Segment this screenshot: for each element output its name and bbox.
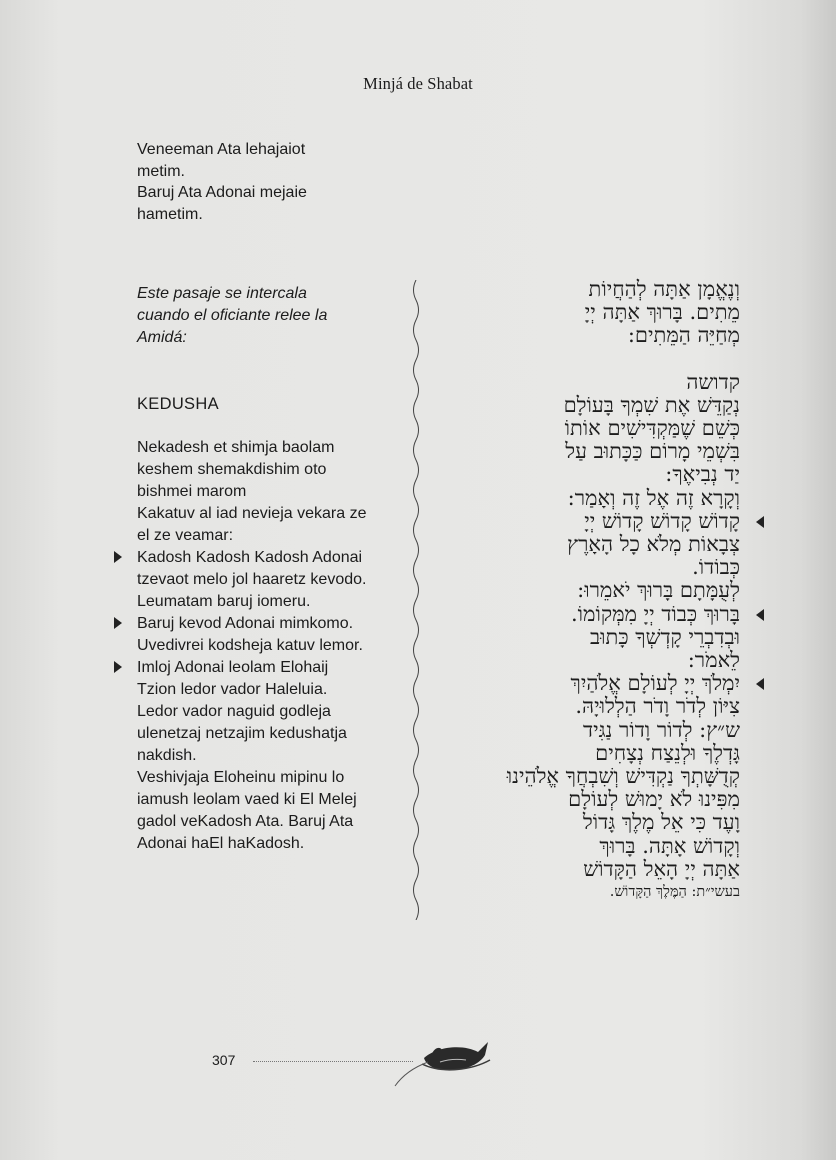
hebrew-line: וְקָרָא זֶה אֶל זֶה וְאָמַר: (567, 485, 740, 510)
hebrew-line: כְּבוֹדוֹ. (692, 555, 740, 580)
hebrew-line: כְּשֵׁם שֶׁמַּקְדִּישִׁים אוֹתוֹ (564, 416, 740, 441)
note-line: cuando el oficiante relee la (137, 307, 328, 324)
hebrew-line-content: קָדוֹשׁ קָדוֹשׁ קָדוֹשׁ יְיָ (584, 508, 740, 533)
hebrew-line-content: בָּרוּךְ כְּבוֹד יְיָ מִמְּקוֹמוֹ. (570, 601, 740, 626)
text-line-marked (137, 613, 407, 635)
hebrew-line: לֵאמֹר: (687, 648, 740, 673)
text-line: Tzion ledor vador Haleluia. (137, 681, 328, 698)
response-marker-icon (756, 516, 764, 528)
text-line-content: Imloj Adonai leolam Elohaij (137, 659, 329, 676)
response-marker-icon (114, 661, 122, 673)
hebrew-line: ש״ץ: לְדוֹר וָדוֹר נַגִּיד (582, 717, 740, 742)
hebrew-line: נְקַדֵּשׁ אֶת שִׁמְךָ בָּעוֹלָם (563, 392, 740, 417)
hebrew-line: יַד נְבִיאֶךָ: (665, 462, 740, 487)
text-line-content: Baruj kevod Adonai mimkomo. (137, 615, 354, 632)
hebrew-line-marked (430, 510, 740, 533)
text-line: Uvedivrei kodsheja katuv lemor. (137, 637, 363, 654)
text-line-marked (137, 657, 407, 679)
section-heading: KEDUSHA (137, 395, 219, 413)
hebrew-line: לְעֻמָּתָם בָּרוּךְ יֹאמֵרוּ: (577, 578, 740, 603)
text-line: gadol veKadosh Ata. Baruj Ata (137, 813, 354, 830)
text-line: Leumatam baruj iomeru. (137, 593, 311, 610)
wavy-column-divider (410, 280, 422, 920)
hebrew-line-content: יִמְלֹךְ יְיָ לְעוֹלָם אֱלֹהַיִךְ (570, 671, 740, 696)
text-line: el ze veamar: (137, 527, 234, 544)
footer-rule (253, 1061, 413, 1062)
transliteration-column (137, 283, 407, 855)
hebrew-line: וּבְדִבְרֵי קָדְשְׁךָ כָּתוּב (590, 624, 740, 649)
hebrew-line: מְחַיֵּה הַמֵּתִים: (627, 323, 740, 348)
hebrew-line: צִיּוֹן לְדֹר וָדֹר הַלְלוּיָהּ. (575, 694, 740, 719)
text-line: iamush leolam vaed ki El Melej (137, 791, 357, 808)
text-line: keshem shemakdishim oto (137, 461, 327, 478)
hebrew-line-marked (430, 672, 740, 695)
text-line: Kakatuv al iad nevieja vekara ze (137, 505, 367, 522)
fish-ornament-icon (392, 1040, 502, 1090)
response-marker-icon (114, 551, 122, 563)
hebrew-line: מִפִּינוּ לֹא יָמוּשׁ לְעוֹלָם (568, 787, 740, 812)
hebrew-footnote: בעשי״ת: הַמֶּלֶךְ הַקָּדוֹשׁ. (609, 884, 740, 901)
text-line: Ledor vador naguid godleja (137, 703, 331, 720)
text-line: Adonai haEl haKadosh. (137, 835, 305, 852)
intro-line: Baruj Ata Adonai mejaie (137, 184, 307, 201)
note-line: Este pasaje se intercala (137, 285, 307, 302)
hebrew-column (430, 278, 740, 904)
hebrew-line: וְקָדוֹשׁ אָתָּה. בָּרוּךְ (599, 833, 740, 858)
intro-line: Veneeman Ata lehajaiot (137, 141, 306, 158)
text-line: bishmei marom (137, 483, 247, 500)
intro-paragraph (137, 139, 397, 225)
running-head: Minjá de Shabat (363, 74, 473, 93)
hebrew-line: אַתָּה יְיָ הָאֵל הַקָּדוֹשׁ (583, 856, 740, 881)
intro-line: hametim. (137, 205, 203, 223)
page-number: 307 (212, 1052, 236, 1068)
hebrew-line-marked (430, 603, 740, 626)
page-footer (0, 1040, 836, 1100)
text-line: Veshivjaja Eloheinu mipinu lo (137, 769, 345, 786)
hebrew-line: בִּשְׁמֵי מָרוֹם כַּכָּתוּב עַל (565, 439, 740, 464)
hebrew-line: וְנֶאֱמָן אַתָּה לְהַחֲיוֹת (588, 277, 740, 301)
text-line: tzevaot melo jol haaretz kevodo. (137, 571, 367, 588)
text-line: Nekadesh et shimja baolam (137, 439, 335, 456)
text-line-content: Kadosh Kadosh Kadosh Adonai (137, 549, 363, 566)
hebrew-line: גָּדְלֶךָ וּלְנֵצַח נְצָחִים (595, 740, 740, 765)
text-line: nakdish. (137, 747, 197, 764)
text-line-marked (137, 547, 407, 569)
hebrew-line: מֵתִים. בָּרוּךְ אַתָּה יְיָ (584, 300, 740, 325)
intro-line: metim. (137, 162, 185, 180)
response-marker-icon (756, 609, 764, 621)
hebrew-line: צְבָאוֹת מְלֹא כָל הָאָרֶץ (567, 532, 740, 557)
response-marker-icon (114, 617, 122, 629)
text-line: ulenetzaj netzajim kedushatja (137, 725, 347, 742)
hebrew-spacer (430, 348, 740, 371)
hebrew-heading: קדושה (686, 369, 740, 394)
hebrew-line: וָעֶד כִּי אֵל מֶלֶךְ גָּדוֹל (582, 810, 740, 835)
hebrew-line: קְדֻשָּׁתְךָ נַקְדִּישׁ וְשִׁבְחֲךָ אֱלֹהֵינוּ (506, 764, 740, 789)
note-line: Amidá: (137, 329, 187, 346)
response-marker-icon (756, 678, 764, 690)
